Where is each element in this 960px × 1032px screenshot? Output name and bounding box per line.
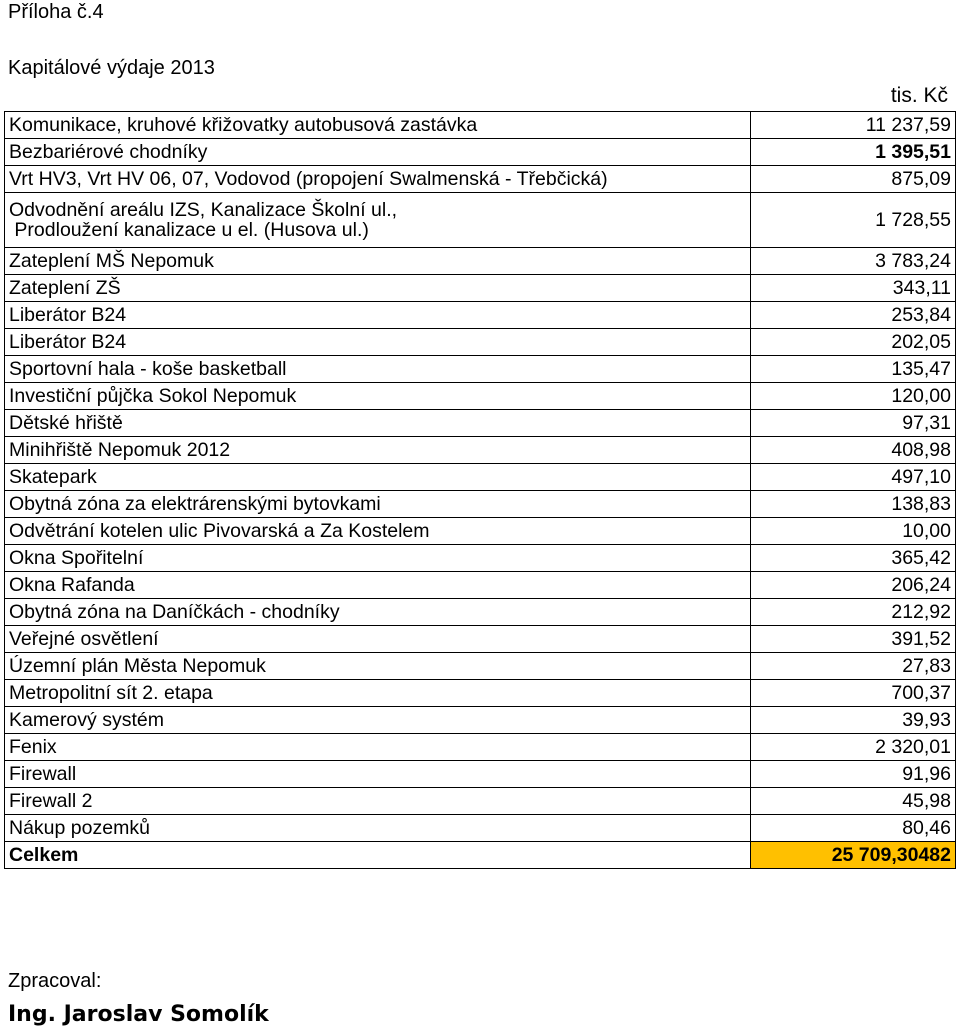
row-label: Skatepark: [5, 464, 751, 491]
row-label: Firewall 2: [5, 788, 751, 815]
row-label: Kamerový systém: [5, 707, 751, 734]
expenditure-table: [4, 111, 956, 869]
row-value: 343,11: [751, 275, 956, 302]
table-row: [5, 383, 956, 410]
row-label: Firewall: [5, 761, 751, 788]
table-row: [5, 437, 956, 464]
table-row: [5, 545, 956, 572]
table-row: [5, 599, 956, 626]
row-label: Fenix: [5, 734, 751, 761]
row-value: 700,37: [751, 680, 956, 707]
table-row: [5, 275, 956, 302]
row-value: 875,09: [751, 166, 956, 193]
row-value: 120,00: [751, 383, 956, 410]
row-label: Komunikace, kruhové křižovatky autobusová zastávka: [5, 112, 751, 139]
row-value: 202,05: [751, 329, 956, 356]
row-value: 365,42: [751, 545, 956, 572]
row-label: Minihřiště Nepomuk 2012: [5, 437, 751, 464]
row-value: 408,98: [751, 437, 956, 464]
total-value: 25 709,30482: [751, 842, 956, 869]
row-label: Odvodnění areálu IZS, Kanalizace Školní ul., Prodloužení kanalizace u el. (Husova ul.): [5, 193, 751, 248]
table-row: [5, 680, 956, 707]
row-label: Liberátor B24: [5, 302, 751, 329]
row-value: 45,98: [751, 788, 956, 815]
total-row: [5, 842, 956, 869]
row-label: Nákup pozemků: [5, 815, 751, 842]
unit-label: tis. Kč: [890, 84, 948, 107]
row-label: Sportovní hala - koše basketball: [5, 356, 751, 383]
table-row: [5, 572, 956, 599]
table-row: [5, 734, 956, 761]
table-row: [5, 248, 956, 275]
row-label: Obytná zóna za elektrárenskými bytovkami: [5, 491, 751, 518]
table-row: [5, 626, 956, 653]
table-row: [5, 329, 956, 356]
author-name: Ing. Jaroslav Somolík: [8, 1002, 269, 1027]
row-label: Veřejné osvětlení: [5, 626, 751, 653]
row-value: 391,52: [751, 626, 956, 653]
table-row: [5, 815, 956, 842]
row-label: Okna Rafanda: [5, 572, 751, 599]
row-value: 2 320,01: [751, 734, 956, 761]
row-label: Bezbariérové chodníky: [5, 139, 751, 166]
row-value: 135,47: [751, 356, 956, 383]
total-label: Celkem: [5, 842, 751, 869]
row-value: 138,83: [751, 491, 956, 518]
row-value: 212,92: [751, 599, 956, 626]
row-value: 1 395,51: [751, 139, 956, 166]
table-row: [5, 112, 956, 139]
row-label: Investiční půjčka Sokol Nepomuk: [5, 383, 751, 410]
row-label: Vrt HV3, Vrt HV 06, 07, Vodovod (propojení Swalmenská - Třebčická): [5, 166, 751, 193]
table-row: [5, 302, 956, 329]
row-value: 97,31: [751, 410, 956, 437]
row-value: 80,46: [751, 815, 956, 842]
row-value: 3 783,24: [751, 248, 956, 275]
row-value: 10,00: [751, 518, 956, 545]
author-label: Zpracoval:: [8, 970, 102, 992]
row-value: 11 237,59: [751, 112, 956, 139]
table-row: [5, 788, 956, 815]
row-value: 39,93: [751, 707, 956, 734]
row-value: 497,10: [751, 464, 956, 491]
table-row: [5, 139, 956, 166]
row-value: 91,96: [751, 761, 956, 788]
table-row: [5, 491, 956, 518]
row-label: Okna Spořitelní: [5, 545, 751, 572]
row-label: Zateplení ZŠ: [5, 275, 751, 302]
table-row: [5, 761, 956, 788]
table-row: [5, 518, 956, 545]
row-value: 27,83: [751, 653, 956, 680]
page-title: Kapitálové výdaje 2013: [8, 57, 215, 79]
expenditure-table-body: [5, 112, 956, 869]
table-row: [5, 653, 956, 680]
table-row: [5, 410, 956, 437]
table-row: [5, 166, 956, 193]
table-row: [5, 707, 956, 734]
row-value: 1 728,55: [751, 193, 956, 248]
row-label: Dětské hřiště: [5, 410, 751, 437]
row-label: Územní plán Města Nepomuk: [5, 653, 751, 680]
table-row: [5, 464, 956, 491]
table-row: [5, 356, 956, 383]
row-label: Obytná zóna na Daníčkách - chodníky: [5, 599, 751, 626]
row-label: Odvětrání kotelen ulic Pivovarská a Za Kostelem: [5, 518, 751, 545]
table-row: [5, 193, 956, 248]
row-value: 206,24: [751, 572, 956, 599]
row-label: Metropolitní sít 2. etapa: [5, 680, 751, 707]
row-label: Liberátor B24: [5, 329, 751, 356]
row-label: Zateplení MŠ Nepomuk: [5, 248, 751, 275]
row-value: 253,84: [751, 302, 956, 329]
annex-label: Příloha č.4: [8, 1, 104, 23]
